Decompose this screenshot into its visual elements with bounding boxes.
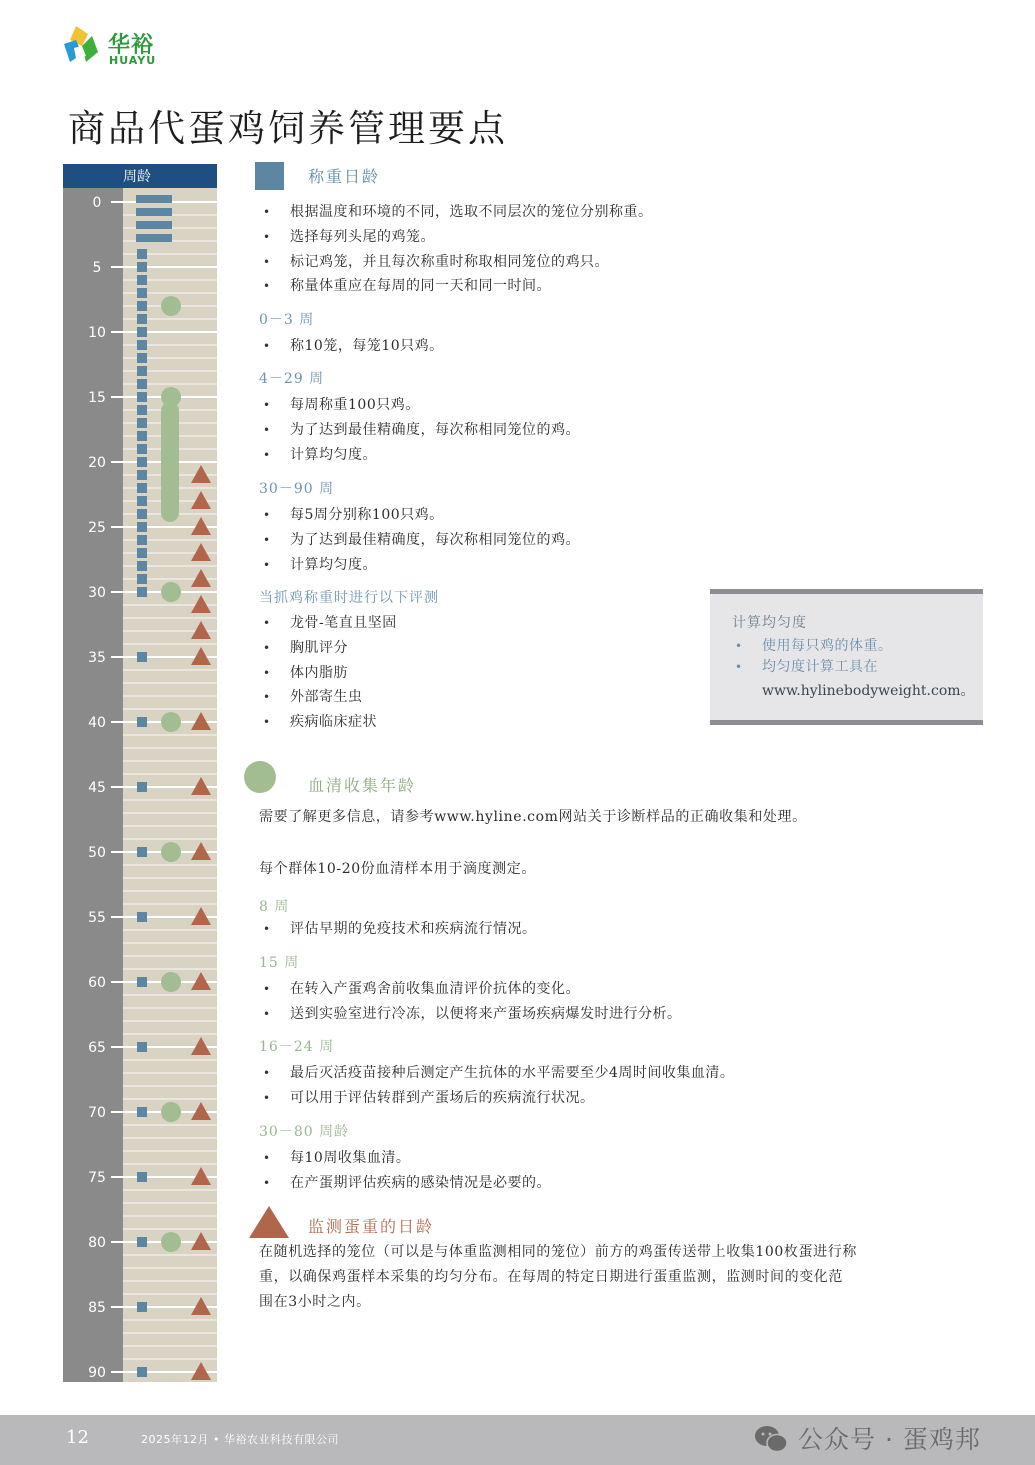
serum-sub4-list bbox=[259, 1146, 551, 1196]
week-tick-label: 40 bbox=[88, 715, 106, 731]
week-tick-label: 20 bbox=[88, 455, 106, 471]
serum-title: 血清收集年龄 bbox=[308, 776, 417, 795]
weighing-marker bbox=[137, 314, 147, 324]
serum-marker bbox=[161, 842, 181, 862]
list-item: • 计算均匀度。 bbox=[259, 553, 580, 578]
list-item: • 称10笼，每笼10只鸡。 bbox=[259, 334, 444, 359]
weigh-sub2-list bbox=[259, 393, 580, 467]
weighing-marker bbox=[137, 262, 147, 272]
serum-marker bbox=[161, 972, 181, 992]
week-tick-label: 30 bbox=[88, 585, 106, 601]
week-tick-label: 75 bbox=[88, 1170, 106, 1186]
watermark-text: 公众号 · 蛋鸡邦 bbox=[798, 1425, 981, 1454]
circle-marker-icon bbox=[243, 760, 277, 794]
weighing-marker bbox=[137, 249, 147, 259]
week-tick-label: 5 bbox=[92, 260, 102, 276]
week-tick-label: 65 bbox=[88, 1040, 106, 1056]
serum-para-1: 需要了解更多信息，请参考www.hyline.com网站关于诊断样品的正确收集和处理。 bbox=[259, 809, 807, 825]
weighing-marker bbox=[137, 470, 147, 480]
serum-sub-30-80: 30－80 周龄 bbox=[259, 1124, 350, 1140]
weighing-marker bbox=[137, 548, 147, 558]
weighing-marker bbox=[137, 327, 147, 337]
list-item: • 龙骨-笔直且坚固 bbox=[259, 611, 397, 636]
weighing-marker bbox=[137, 379, 147, 389]
list-item: • 评估早期的免疫技术和疾病流行情况。 bbox=[259, 917, 537, 942]
weighing-marker bbox=[136, 208, 172, 216]
weighing-marker bbox=[137, 717, 147, 727]
callout-url: www.hylinebodyweight.com。 bbox=[762, 683, 975, 699]
weighing-marker bbox=[137, 444, 147, 454]
uniformity-callout bbox=[710, 589, 983, 725]
week-tick-label: 80 bbox=[88, 1235, 106, 1251]
serum-range-marker bbox=[161, 402, 179, 522]
weighing-marker bbox=[137, 977, 147, 987]
square-marker-icon bbox=[255, 162, 284, 190]
weigh-general-list bbox=[259, 200, 653, 299]
page-footer bbox=[0, 1415, 1035, 1465]
weighing-marker bbox=[137, 587, 147, 597]
list-item: • 疾病临床症状 bbox=[259, 710, 397, 735]
weighing-marker bbox=[137, 483, 147, 493]
weighing-marker bbox=[137, 288, 147, 298]
weigh-sub-4-29: 4－29 周 bbox=[259, 371, 325, 387]
serum-sub3-list bbox=[259, 1061, 734, 1111]
weigh-sub-30-90: 30－90 周 bbox=[259, 481, 335, 497]
list-item: • 在产蛋期评估疾病的感染情况是必要的。 bbox=[259, 1171, 551, 1196]
weigh-sub4-list bbox=[259, 611, 397, 735]
list-item: • 标记鸡笼，并且每次称重时称取相同笼位的鸡只。 bbox=[259, 250, 653, 275]
page-title: 商品代蛋鸡饲养管理要点 bbox=[68, 107, 508, 150]
week-tick-label: 85 bbox=[88, 1300, 106, 1316]
serum-marker bbox=[161, 1232, 181, 1252]
weigh-sub-0-3: 0－3 周 bbox=[259, 312, 315, 328]
list-item: • 每5周分别称100只鸡。 bbox=[259, 503, 580, 528]
logo-text-cn: 华裕 bbox=[108, 33, 155, 58]
egg-title: 监测蛋重的日龄 bbox=[308, 1217, 435, 1236]
week-timeline-chart bbox=[63, 164, 217, 1382]
list-item: • 体内脂肪 bbox=[259, 661, 397, 686]
weighing-marker bbox=[137, 535, 147, 545]
serum-sub1-list bbox=[259, 917, 537, 942]
serum-sub-16-24: 16－24 周 bbox=[259, 1039, 335, 1055]
egg-paragraph: 在随机选择的笼位（可以是与体重监测相同的笼位）前方的鸡蛋传送带上收集100枚蛋进行称重，以确保鸡蛋样本采集的均匀分布。在每周的特定日期进行蛋重监测，监测时间的变化范围在3小时之内。 bbox=[259, 1244, 857, 1310]
weighing-marker bbox=[136, 221, 172, 229]
week-tick-label: 15 bbox=[88, 390, 106, 406]
week-tick-label: 0 bbox=[92, 195, 102, 211]
weighing-marker bbox=[137, 561, 147, 571]
weighing-marker bbox=[137, 1042, 147, 1052]
list-item: • 胸肌评分 bbox=[259, 636, 397, 661]
list-item: • 为了达到最佳精确度，每次称相同笼位的鸡。 bbox=[259, 418, 580, 443]
weighing-marker bbox=[137, 1302, 147, 1312]
weighing-marker bbox=[137, 418, 147, 428]
list-item: • 选择每列头尾的鸡笼。 bbox=[259, 225, 653, 250]
weighing-marker bbox=[137, 509, 147, 519]
week-tick-label: 70 bbox=[88, 1105, 106, 1121]
weigh-sub3-list bbox=[259, 503, 580, 577]
weighing-marker bbox=[137, 574, 147, 584]
chart-header-label: 周龄 bbox=[123, 169, 151, 185]
list-item: • 外部寄生虫 bbox=[259, 685, 397, 710]
list-item: • 使用每只鸡的体重。 bbox=[732, 636, 893, 657]
serum-marker bbox=[161, 582, 181, 602]
callout-title: 计算均匀度 bbox=[732, 615, 807, 631]
callout-list bbox=[732, 636, 893, 678]
weighing-marker bbox=[137, 496, 147, 506]
list-item: • 可以用于评估转群到产蛋场后的疾病流行状况。 bbox=[259, 1086, 734, 1111]
page-number: 12 bbox=[66, 1427, 89, 1448]
list-item: • 均匀度计算工具在 bbox=[732, 657, 893, 678]
weighing-marker bbox=[137, 275, 147, 285]
week-tick-label: 60 bbox=[88, 975, 106, 991]
weighing-marker bbox=[137, 431, 147, 441]
serum-marker bbox=[161, 387, 181, 407]
weigh-sub1-list bbox=[259, 334, 444, 359]
weighing-marker bbox=[137, 652, 147, 662]
serum-marker bbox=[161, 1102, 181, 1122]
list-item: • 在转入产蛋鸡舍前收集血清评价抗体的变化。 bbox=[259, 977, 682, 1002]
wechat-icon bbox=[753, 1424, 789, 1454]
serum-para-2: 每个群体10-20份血清样本用于滴度测定。 bbox=[259, 861, 536, 877]
serum-marker bbox=[161, 296, 181, 316]
weighing-marker bbox=[137, 392, 147, 402]
week-tick-label: 45 bbox=[88, 780, 106, 796]
weighing-marker bbox=[137, 1367, 147, 1377]
serum-marker bbox=[161, 712, 181, 732]
weigh-sub-evaluation: 当抓鸡称重时进行以下评测 bbox=[259, 590, 439, 606]
weighing-marker bbox=[137, 353, 147, 363]
list-item: • 每周称重100只鸡。 bbox=[259, 393, 580, 418]
weighing-marker bbox=[137, 847, 147, 857]
list-item: • 送到实验室进行冷冻，以便将来产蛋场疾病爆发时进行分析。 bbox=[259, 1002, 682, 1027]
weighing-marker bbox=[137, 366, 147, 376]
weighing-marker bbox=[137, 301, 147, 311]
week-tick-label: 90 bbox=[88, 1365, 106, 1381]
list-item: • 称量体重应在每周的同一天和同一时间。 bbox=[259, 274, 653, 299]
week-tick-label: 10 bbox=[88, 325, 106, 341]
weighing-marker bbox=[136, 234, 172, 242]
list-item: • 最后灭活疫苗接种后测定产生抗体的水平需要至少4周时间收集血清。 bbox=[259, 1061, 734, 1086]
weighing-marker bbox=[137, 405, 147, 415]
footer-text: 2025年12月 • 华裕农业科技有限公司 bbox=[141, 1433, 339, 1446]
weighing-marker bbox=[137, 457, 147, 467]
logo-text-en: HUAYU bbox=[109, 54, 157, 67]
week-tick-label: 55 bbox=[88, 910, 106, 926]
serum-sub-8: 8 周 bbox=[259, 899, 290, 915]
list-item: • 根据温度和环境的不同，选取不同层次的笼位分别称重。 bbox=[259, 200, 653, 225]
weighing-marker bbox=[137, 912, 147, 922]
list-item: • 计算均匀度。 bbox=[259, 443, 580, 468]
weighing-marker bbox=[137, 782, 147, 792]
weighing-marker bbox=[137, 1237, 147, 1247]
week-tick-label: 25 bbox=[88, 520, 106, 536]
weighing-marker bbox=[137, 1172, 147, 1182]
serum-sub-15: 15 周 bbox=[259, 955, 300, 971]
weighing-marker bbox=[136, 195, 172, 203]
weigh-title: 称重日龄 bbox=[308, 167, 381, 186]
weighing-marker bbox=[137, 340, 147, 350]
weighing-marker bbox=[137, 522, 147, 532]
week-tick-label: 35 bbox=[88, 650, 106, 666]
list-item: • 为了达到最佳精确度，每次称相同笼位的鸡。 bbox=[259, 528, 580, 553]
list-item: • 每10周收集血清。 bbox=[259, 1146, 551, 1171]
week-tick-label: 50 bbox=[88, 845, 106, 861]
weighing-marker bbox=[137, 1107, 147, 1117]
serum-sub2-list bbox=[259, 977, 682, 1027]
triangle-marker-icon bbox=[249, 1206, 289, 1238]
